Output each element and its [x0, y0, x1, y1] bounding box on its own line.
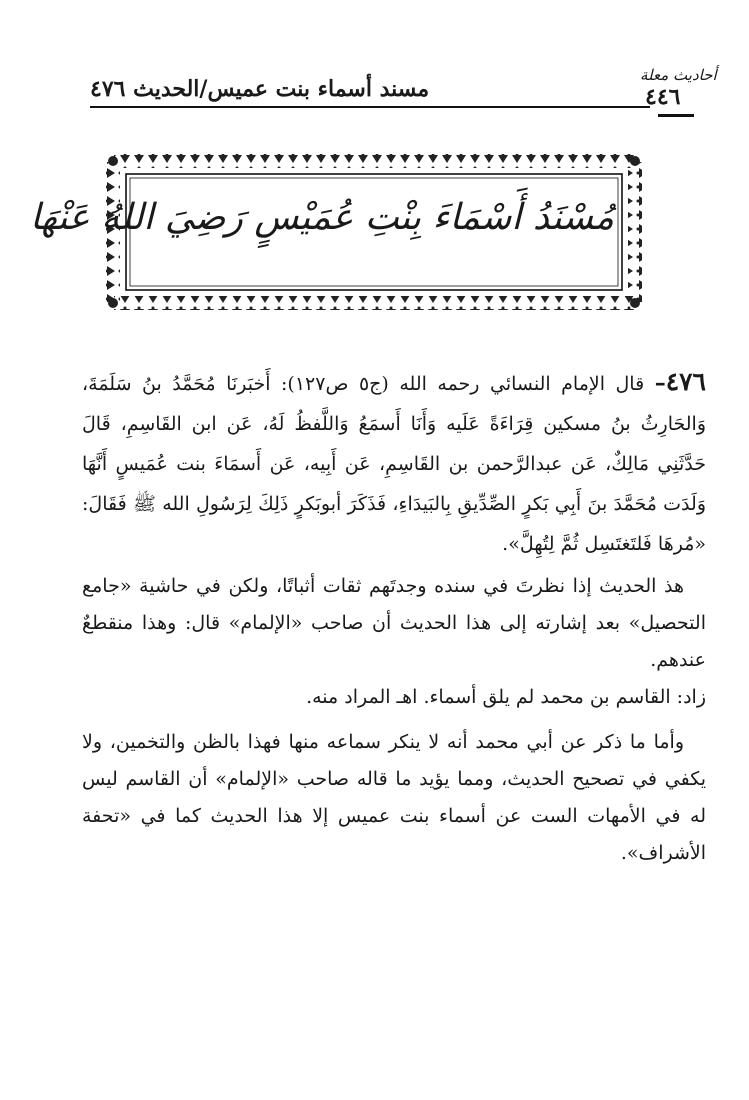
hadith-dash: – — [654, 370, 666, 396]
page-number-rule — [658, 114, 694, 117]
corner-note: أحاديث معلة — [640, 66, 717, 84]
header-rule — [90, 106, 650, 108]
commentary-paragraph: زاد: القاسم بن محمد لم يلق أسماء. اهـ المراد منه. — [306, 686, 706, 708]
commentary-paragraph: هذ الحديث إذا نظرتَ في سنده وجدتَهم ثقات أثباتًا، ولكن في حاشية «جامع التحصيل» بعد إشارته إلى هذا الحديث أن صاحب «الإلمام» قال: وهذا منقطعٌ عندهم. — [82, 575, 706, 671]
page-header — [90, 66, 717, 128]
hadith-number: ٤٧٦ — [665, 367, 706, 396]
section-title-frame — [29, 152, 644, 312]
hadith-paragraph — [82, 362, 706, 564]
commentary-paragraph: وأما ما ذكر عن أبي محمد أنه لا ينكر سماعه منها فهذا بالظن والتخمين، ولا يكفي في تصحيح الحديث، ومما يؤيد ما قاله صاحب «الإلمام» أن القاسم ليس له في الأمهات الست عن أسماء بنت عميس إلا هذا الحديث كما في «تحفة الأشراف». — [82, 731, 706, 864]
section-title: مُسْنَدُ أَسْمَاءَ بِنْتِ عُمَيْسٍ رَضِيَ اللهُ عَنْهَا — [29, 197, 614, 238]
running-head: مسند أسماء بنت عميس/الحديث ٤٧٦ — [90, 76, 430, 102]
page-number: ٤٤٦ — [645, 84, 681, 110]
page-body — [82, 362, 706, 872]
hadith-text: قال الإمام النسائي رحمه الله (ج٥ ص١٢٧): أَخبَرنَا مُحَمَّدُ بنُ سَلَمَةَ، وَالحَارِثُ بنُ مسكين قِرَاءَةً عَلَيه وَأَنَا أَسمَعُ وَاللَّفظُ لَهُ، عَن ابن القَاسِمِ، قَالَ حَدَّثَنِي مَالِكٌ، عَن عبدالرَّحمن بن القَاسِمِ، عَن أَبِيه، عَن أَسمَاءَ بنت عُمَيسٍ أَنَّهَا وَلَدَت مُحَمَّدَ بنَ أَبِي بَكرٍ الصِّدِّيقِ بِالبَيدَاءِ، فَذَكَرَ أبوبَكرٍ ذَلِكَ لِرَسُولِ الله ﷺ فَقَالَ: «مُرهَا فَلتَغتَسِل ثُمَّ لِتُهِلَّ». — [82, 373, 706, 555]
